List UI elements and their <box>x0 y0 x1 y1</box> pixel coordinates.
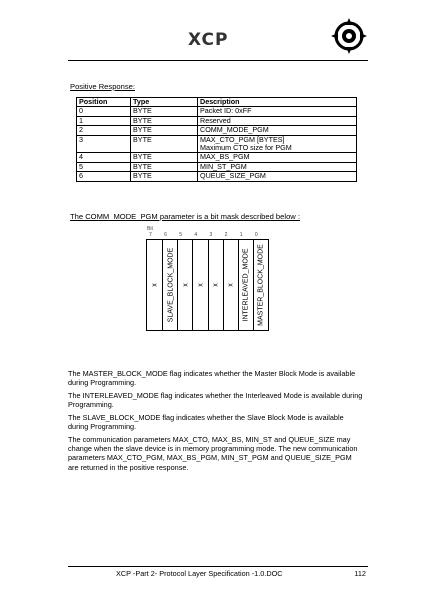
description-line: Reserved <box>200 115 231 125</box>
description-line: QUEUE_SIZE_PGM <box>200 171 266 181</box>
bitmask-diagram <box>146 239 269 331</box>
column-header-type: Type <box>131 98 198 107</box>
footer-title: XCP -Part 2- Protocol Layer Specification -1.0.DOC <box>116 569 283 578</box>
cell-type: BYTE <box>131 126 198 135</box>
cell-position: 6 <box>77 172 131 181</box>
cell-position: 2 <box>77 126 131 135</box>
bit-number: 7 <box>149 232 152 238</box>
paragraph-interleaved-mode: The INTERLEAVED_MODE flag indicates whether the Interleaved Mode is available during Programming. <box>68 391 363 410</box>
table-row <box>77 126 357 135</box>
bit-cell <box>192 240 208 330</box>
footer-rule <box>68 566 368 567</box>
paragraph-slave-block-mode: The SLAVE_BLOCK_MODE flag indicates whether the Slave Block Mode is available during Programming. <box>68 413 344 432</box>
paragraph-master-block-mode: The MASTER_BLOCK_MODE flag indicates whether the Master Block Mode is available during Programming. <box>68 369 356 388</box>
page-footer <box>116 569 366 578</box>
xcp-logo: XCP <box>188 30 229 50</box>
bit-cell-label: INTERLEAVED_MODE <box>242 248 250 322</box>
cell-position: 5 <box>77 162 131 171</box>
table-row <box>77 172 357 181</box>
description-line: MAX_CTO_PGM [BYTES] <box>200 134 285 144</box>
bit-cell-label: x <box>151 283 159 287</box>
cell-type: BYTE <box>131 116 198 125</box>
bit-cell <box>147 240 162 330</box>
table-row <box>77 153 357 162</box>
header-rule <box>68 60 368 61</box>
bit-cell-label: x <box>197 283 205 287</box>
bit-number: 3 <box>209 232 213 238</box>
bit-cell-label: x <box>227 283 235 287</box>
bit-cell <box>238 240 254 330</box>
cell-description <box>198 107 357 116</box>
cell-description <box>198 135 357 153</box>
bit-number: 6 <box>164 232 167 238</box>
cell-type: BYTE <box>131 135 198 153</box>
bitmask-caption: The COMM_MODE_PGM parameter is a bit mask described below : <box>70 212 300 221</box>
cell-position: 0 <box>77 107 131 116</box>
bit-cell <box>208 240 224 330</box>
cell-position: 4 <box>77 153 131 162</box>
response-caption: Positive Response: <box>70 82 136 91</box>
bit-number: 4 <box>194 232 198 238</box>
table-row <box>77 135 357 153</box>
bit-number: 0 <box>254 232 258 238</box>
cell-description <box>198 172 357 181</box>
column-header-description: Description <box>198 98 357 107</box>
cell-position: 1 <box>77 116 131 125</box>
bit-cell-label: MASTER_BLOCK_MODE <box>257 244 265 326</box>
bit-number: 5 <box>179 232 183 238</box>
cell-description <box>198 153 357 162</box>
bit-cell <box>162 240 178 330</box>
page-number: 112 <box>354 569 366 578</box>
bit-cell <box>223 240 239 330</box>
bit-cell-label: SLAVE_BLOCK_MODE <box>167 247 175 323</box>
bit-cell-label: x <box>212 283 220 287</box>
emblem-icon <box>330 17 368 55</box>
cell-position: 3 <box>77 135 131 153</box>
bit-number: 2 <box>224 232 228 238</box>
column-header-position: Position <box>77 98 131 107</box>
bit-cell <box>177 240 193 330</box>
paragraph-communication-parameters: The communication parameters MAX_CTO, MAX_BS, MIN_ST and QUEUE_SIZE may change when the slave device is in memory programming mode. The new communication parameters MAX_CTO_PGM, MAX_BS_PGM, MIN_ST_PGM and QUEUE_SIZE_PGM are returned in the positive response. <box>68 435 358 472</box>
bit-number: 1 <box>239 232 243 238</box>
response-table <box>76 97 357 182</box>
description-line: MAX_BS_PGM <box>200 152 250 162</box>
description-note: Maximum CTO size for PGM <box>200 143 292 153</box>
cell-type: BYTE <box>131 153 198 162</box>
bit-label: Bit <box>147 226 153 232</box>
cell-description <box>198 126 357 135</box>
description-line: COMM_MODE_PGM <box>200 125 269 135</box>
bit-cell-label: x <box>182 283 190 287</box>
cell-type: BYTE <box>131 107 198 116</box>
cell-type: BYTE <box>131 162 198 171</box>
bit-cell <box>253 240 269 330</box>
description-line: MIN_ST_PGM <box>200 161 247 171</box>
table-row <box>77 107 357 116</box>
description-line: Packet ID: 0xFF <box>200 106 252 116</box>
cell-type: BYTE <box>131 172 198 181</box>
